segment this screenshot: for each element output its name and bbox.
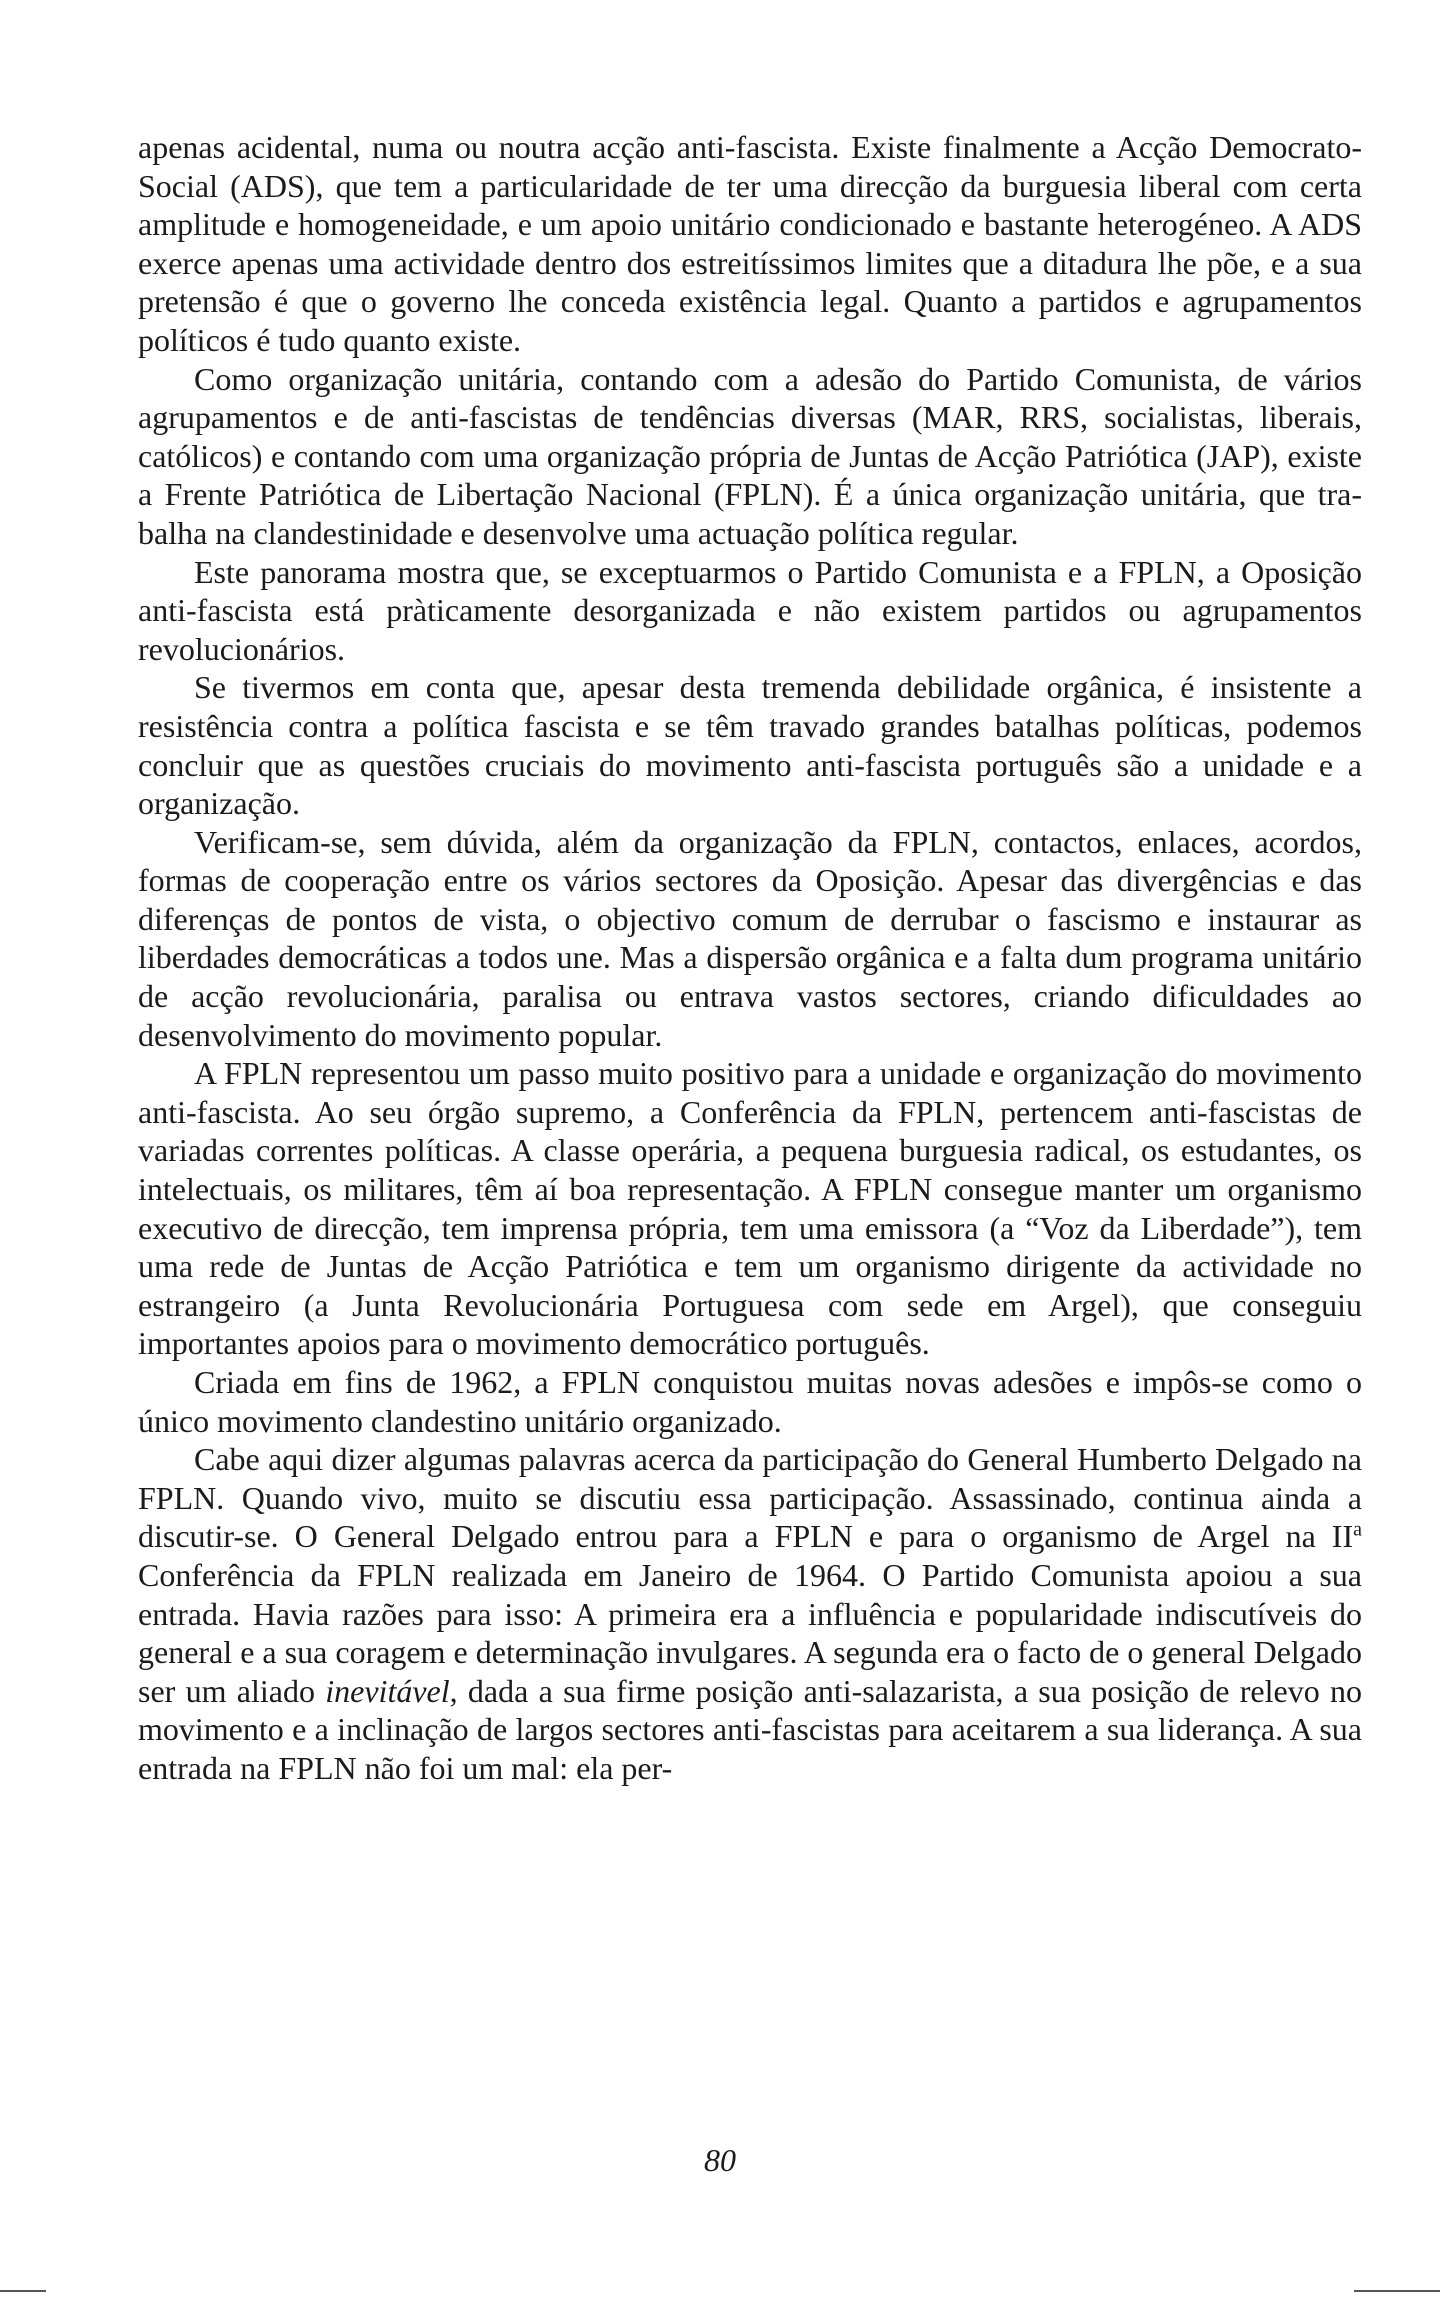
paragraph-text: , dada a sua firme posição anti-salazarista, a sua posição de relevo no movimento e a inclinação de largos sectores anti-fascistas para aceitarem a sua liderança. A sua entrada na FPLN não foi um mal: ela per- <box>138 1672 1363 1786</box>
paragraph <box>138 1363 1362 1440</box>
paragraph-text: Criada em fins de 1962, a FPLN conquistou muitas novas adesões e impôs-se como o único movimento clandestino unitário organizado. <box>138 1364 1362 1439</box>
paragraph <box>138 1054 1362 1363</box>
italic-text: inevitável <box>325 1672 450 1709</box>
paragraph <box>138 553 1362 669</box>
paragraph-text: Conferência da FPLN realizada em Janeiro de 1964. O Partido Comunista apoiou a sua entrada. Havia razões para isso: A primeira era a influência e popularidade indiscutíveis do general e a sua coragem e determinação invulgares. A segunda era o facto de o general Delgado ser um aliado <box>138 1556 1362 1709</box>
body-text <box>138 128 1362 1788</box>
superscript-text: a <box>1353 1518 1362 1541</box>
paragraph-text: apenas acidental, numa ou noutra acção anti-fascista. Existe finalmente a Acção Democrato-Social (ADS), que tem a particularidade de ter uma direcção da burguesia liberal com certa amplitude e homogeneidade, e um apoio unitário condicionado e bastante heterogéneo. A ADS exerce apenas uma actividade dentro dos estreitíssimos limites que a ditadura lhe põe, e a sua pretensão é que o governo lhe conceda existência legal. Quanto a partidos e agrupamentos políticos é tudo quanto existe. <box>138 129 1362 358</box>
paragraph-text: Se tivermos em conta que, apesar desta tremenda debilidade orgânica, é insistente a resistência contra a política fascista e se têm travado grandes batalhas políticas, podemos concluir que as questões cruciais do movimento anti-fascista português são a unidade e a organização. <box>138 669 1362 822</box>
paragraph <box>138 128 1362 360</box>
paragraph-text: Cabe aqui dizer algumas palavras acerca da participação do General Humberto Delgado na FPLN. Quando vivo, muito se discutiu essa participação. Assassinado, continua ainda a discutir-se. O General Delgado entrou para a FPLN e para o organismo de Argel na II <box>138 1441 1362 1555</box>
scan-edge-mark-right <box>1354 2290 1440 2292</box>
paragraph <box>138 1440 1362 1787</box>
paragraph <box>138 823 1362 1055</box>
scan-edge-mark-left <box>0 2290 46 2292</box>
page-number: 80 <box>704 2142 736 2178</box>
paragraph-text: Como organização unitária, contando com a adesão do Partido Comunista, de vários agrupamentos e de anti-fascistas de tendências diversas (MAR, RRS, socialistas, liberais, católicos) e contando com uma organização própria de Juntas de Acção Patriótica (JAP), existe a Frente Patriótica de Libertação Nacional (FPLN). É a única organização unitária, que trabalha na clandestinidade e desenvolve uma actuação política regular. <box>138 360 1362 551</box>
paragraph <box>138 360 1362 553</box>
paragraph-text: A FPLN representou um passo muito positivo para a unidade e organização do movimento anti-fascista. Ao seu órgão supremo, a Conferência da FPLN, pertencem anti-fascistas de variadas correntes políticas. A classe operária, a pequena burguesia radical, os estudantes, os intelectuais, os militares, têm aí boa representação. A FPLN consegue manter um organismo executivo de direcção, tem imprensa própria, tem uma emissora (a “Voz da Liberdade”), tem uma rede de Juntas de Acção Patriótica e tem um organismo dirigente da actividade no estrangeiro (a Junta Revolucionária Portuguesa com sede em Argel), que conseguiu importantes apoios para o movimento democrático português. <box>138 1055 1362 1362</box>
paragraph-text: Este panorama mostra que, se exceptuarmos o Partido Comunista e a FPLN, a Oposição anti-fascista está pràticamente desorganizada e não existem partidos ou agrupamentos revolucionários. <box>138 553 1362 667</box>
paragraph-text: Verificam-se, sem dúvida, além da organização da FPLN, contactos, enlaces, acordos, formas de cooperação entre os vários sectores da Oposição. Apesar das divergências e das diferenças de pontos de vista, o objectivo comum de derrubar o fascismo e instaurar as liberdades democráticas a todos une. Mas a dispersão orgânica e a falta dum programa unitário de acção revolucionária, paralisa ou entrava vastos sectores, criando dificuldades ao desenvolvimento do movimento popular. <box>138 823 1362 1053</box>
paragraph <box>138 668 1362 822</box>
